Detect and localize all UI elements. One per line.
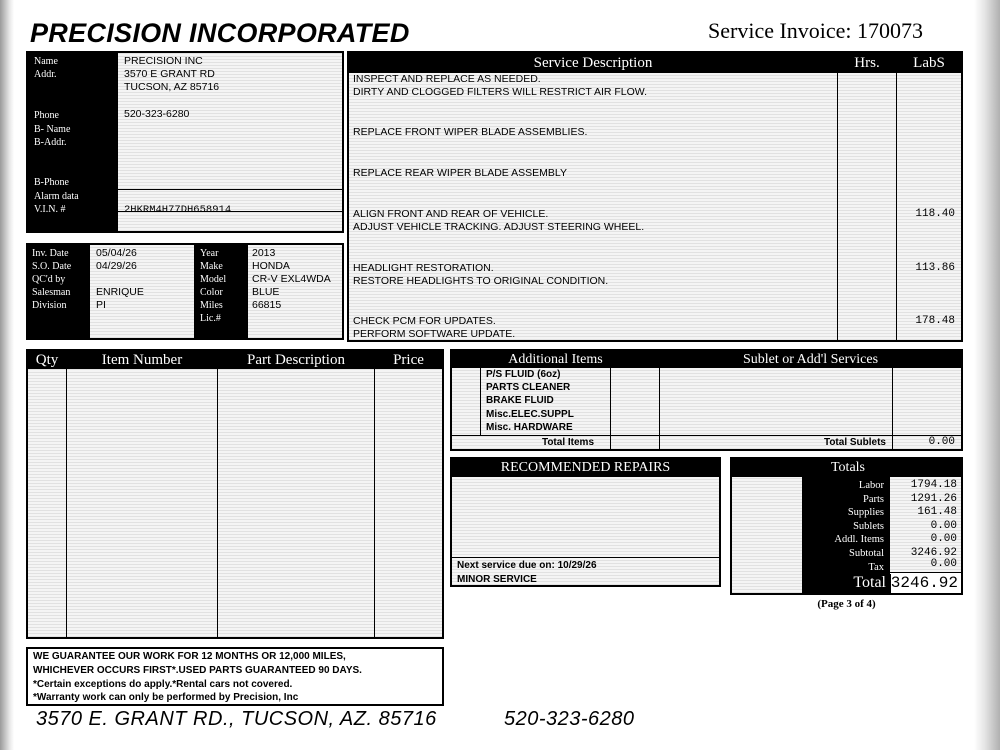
label-lic: Lic.# (200, 313, 221, 324)
hrs-header: Hrs. (854, 55, 880, 71)
total-sublets-value: 0.00 (928, 436, 955, 448)
additional-items-header: Additional Items (508, 352, 603, 367)
tax-label: Tax (868, 561, 884, 573)
addl-items-value: 0.00 (930, 533, 957, 546)
vehicle-color: BLUE (252, 286, 280, 298)
guarantee-block (26, 647, 444, 706)
parts-block (26, 349, 444, 639)
invoice-title: Service Invoice: 170073 (708, 18, 924, 43)
guarantee-line: WE GUARANTEE OUR WORK FOR 12 MONTHS OR 12,000 MILES, (33, 651, 346, 662)
customer-name: PRECISION INC (124, 55, 203, 67)
vehicle-year: 2013 (252, 247, 276, 259)
vehicle-vin: 2HKRM4H77DH658914 (124, 204, 232, 216)
recommended-repairs-block (450, 457, 721, 587)
totals-block (730, 457, 963, 595)
part-description-header: Part Description (247, 352, 345, 368)
next-service-due: Next service due on: 10/29/26 (457, 560, 597, 571)
footer-phone: 520-323-6280 (504, 708, 635, 730)
footer-address: 3570 E. GRANT RD., TUCSON, AZ. 85716 (36, 708, 437, 730)
labor-value: 1794.18 (910, 479, 957, 491)
supplies-value: 161.48 (917, 506, 957, 519)
additional-item: Misc.ELEC.SUPPL (486, 409, 574, 420)
label-b-addr: B-Addr. (34, 137, 67, 148)
additional-item: Misc. HARDWARE (486, 422, 573, 433)
recommended-repairs-header: RECOMMENDED REPAIRS (500, 460, 671, 475)
service-line: PERFORM SOFTWARE UPDATE. (353, 328, 516, 340)
label-phone: Phone (34, 110, 59, 121)
additional-item: PARTS CLEANER (486, 382, 571, 393)
sublets-value: 0.00 (930, 519, 957, 532)
tax-value: 0.00 (930, 558, 957, 570)
additional-item: P/S FLUID (6oz) (486, 369, 561, 380)
order-vehicle-block (26, 243, 344, 340)
parts-label: Parts (863, 493, 884, 505)
service-line: REPLACE REAR WIPER BLADE ASSEMBLY (353, 167, 567, 179)
label-year: Year (200, 248, 219, 259)
labs-header: LabS (913, 55, 945, 71)
additional-item: BRAKE FLUID (486, 395, 554, 406)
salesman: ENRIQUE (96, 286, 144, 298)
vehicle-model: CR-V EXL4WDA (252, 273, 331, 285)
label-miles: Miles (200, 300, 223, 311)
customer-block (26, 51, 344, 233)
next-service-type: MINOR SERVICE (457, 574, 537, 585)
division: PI (96, 299, 106, 311)
vehicle-make: HONDA (252, 260, 290, 272)
subtotal-value: 3246.92 (910, 547, 957, 559)
guarantee-line: *Warranty work can only be performed by Precision, Inc (33, 692, 299, 703)
service-description-header: Service Description (533, 55, 653, 71)
right-page-shadow (974, 0, 1000, 750)
customer-addr1: 3570 E GRANT RD (124, 68, 215, 80)
subtotal-label: Subtotal (848, 548, 884, 559)
label-b-name: B- Name (34, 124, 71, 135)
labor-label: Labor (858, 480, 884, 491)
service-line: HEADLIGHT RESTORATION. (353, 262, 494, 274)
service-line: DIRTY AND CLOGGED FILTERS WILL RESTRICT AIR FLOW. (353, 86, 648, 98)
total-items-label: Total Items (541, 437, 594, 448)
total-value: 3246.92 (890, 574, 958, 592)
additional-sublet-block (450, 349, 963, 451)
left-page-shadow (0, 0, 14, 750)
label-b-phone: B-Phone (34, 177, 69, 188)
service-description-block (347, 51, 963, 342)
service-line: CHECK PCM FOR UPDATES. (353, 315, 496, 327)
vehicle-miles: 66815 (252, 299, 282, 311)
supplies-label: Supplies (847, 507, 884, 519)
so-date: 04/29/26 (96, 260, 137, 272)
total-sublets-label: Total Sublets (823, 437, 886, 448)
service-line: ADJUST VEHICLE TRACKING. ADJUST STEERING WHEEL. (353, 221, 645, 233)
qty-header: Qty (35, 352, 59, 368)
service-line: REPLACE FRONT WIPER BLADE ASSEMBLIES. (353, 126, 588, 138)
sublet-header: Sublet or Add'l Services (742, 352, 879, 367)
guarantee-line: *Certain exceptions do apply.*Rental cars not covered. (33, 679, 293, 690)
service-amount: 118.40 (915, 208, 955, 220)
customer-addr2: TUCSON, AZ 85716 (124, 81, 220, 93)
total-label: Total (853, 574, 886, 591)
label-qcd: QC'd by (32, 274, 66, 285)
service-amount: 113.86 (915, 262, 955, 274)
company-title: PRECISION INCORPORATED (30, 18, 410, 48)
totals-header: Totals (830, 460, 865, 475)
guarantee-line: WHICHEVER OCCURS FIRST*.USED PARTS GUARANTEED 90 DAYS. (33, 665, 362, 676)
item-number-header: Item Number (101, 352, 183, 368)
label-vin: V.I.N. # (34, 204, 66, 215)
service-line: ALIGN FRONT AND REAR OF VEHICLE. (353, 208, 549, 220)
sublets-label: Sublets (853, 520, 884, 532)
service-amount: 178.48 (915, 315, 955, 327)
price-header: Price (393, 352, 424, 368)
label-so-date: S.O. Date (32, 261, 72, 272)
addl-items-label: Addl. Items (834, 534, 884, 546)
label-division: Division (32, 300, 67, 311)
page-indicator: (Page 3 of 4) (817, 598, 876, 610)
customer-phone: 520-323-6280 (124, 108, 190, 120)
parts-value: 1291.26 (910, 492, 957, 505)
label-salesman: Salesman (32, 287, 71, 298)
label-addr: Addr. (34, 69, 57, 80)
label-color: Color (200, 287, 223, 298)
label-name: Name (34, 56, 58, 67)
label-model: Model (200, 274, 227, 285)
service-line: RESTORE HEADLIGHTS TO ORIGINAL CONDITION. (353, 275, 609, 287)
label-make: Make (200, 261, 223, 272)
label-alarm: Alarm data (34, 191, 79, 202)
inv-date: 05/04/26 (96, 247, 137, 259)
label-inv-date: Inv. Date (32, 248, 69, 259)
service-line: INSPECT AND REPLACE AS NEEDED. (353, 73, 541, 85)
